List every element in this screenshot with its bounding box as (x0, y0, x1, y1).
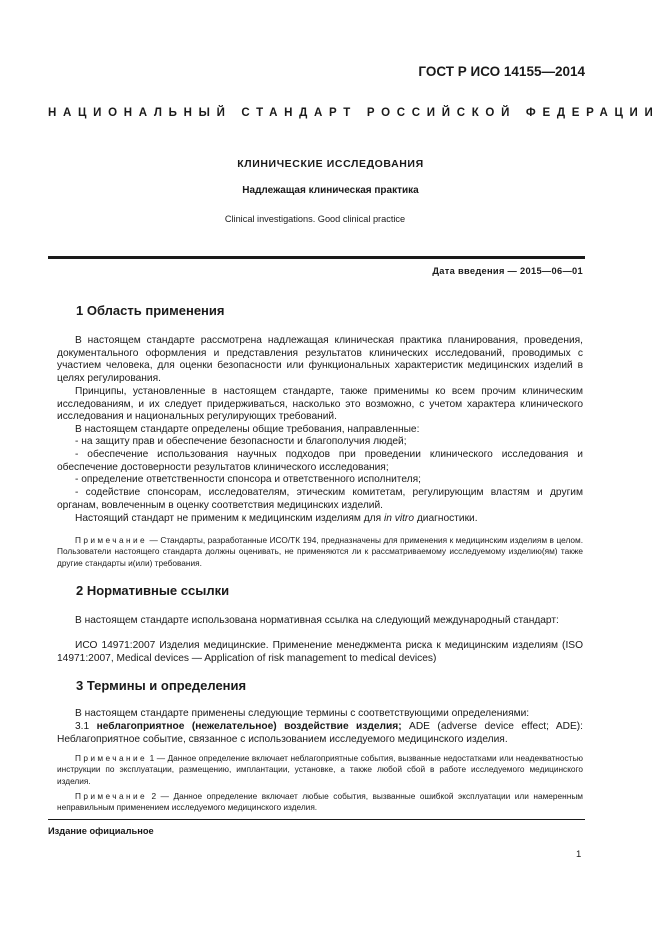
section-1-bullet-2: - обеспечение использования научных подходов при проведении клинического исследования и обеспечение достоверности результатов клинического исследования; (57, 449, 583, 473)
note-1-label: Примечание (75, 753, 148, 763)
term-number: 3.1 (75, 721, 97, 732)
term-definition: ADE (adverse device effect; ADE): Неблагоприятное событие, связанное с использованием исследуемого медицинского изделия. (57, 721, 583, 745)
section-3-note-2 (57, 791, 583, 814)
note-2-text: 2 — Данное определение включает любые события, вызванные ошибкой эксплуатации или намеренным неправильным применением исследуемого медицинского изделия. (57, 791, 583, 813)
section-3-note-1 (57, 753, 583, 787)
document-title: КЛИНИЧЕСКИЕ ИССЛЕДОВАНИЯ (237, 158, 424, 170)
term-3-1 (57, 721, 583, 746)
page-number: 1 (576, 849, 582, 860)
english-title: Clinical investigations. Good clinical practice (224, 214, 406, 224)
section-2-paragraph-1: В настоящем стандарте использована нормативная ссылка на следующий международный стандарт: (75, 615, 559, 626)
note-label: Примечание (75, 535, 148, 545)
note-text: — Стандарты, разработанные ИСО/ТК 194, предназначены для применения к медицинским изделиям в целом. Пользователи настоящего стандарта должны оценивать, не применяются ли к рассматриваемому исследуемому изделию(ям) также другие стандарты и(или) требования. (57, 535, 583, 568)
section-2-paragraph-2: ИСО 14971:2007 Изделия медицинские. Применение менеджмента риска к медицинским изделиям (ISO 14971:2007, Medical devices — Application of risk management to medical devices) (57, 640, 583, 664)
section-1-bullet-3: - определение ответственности спонсора и ответственного исполнителя; (75, 474, 421, 485)
section-1-paragraph-2: Принципы, установленные в настоящем стандарте, также применимы ко всем прочим клиническим исследованиям, и их следует придерживаться, насколько это возможно, с учетом характера клинического исследования и национальных регулирующих требований. (57, 386, 583, 423)
section-3-heading: 3 Термины и определения (76, 678, 247, 693)
section-1-paragraph-1: В настоящем стандарте рассмотрена надлежащая клиническая практика планирования, проведения, документального оформления и представления результатов клинических исследований, проводимых с участием человека, для оценки безопасности или функциональных характеристик медицинских изделий в целях регулирования. (57, 335, 583, 384)
paragraph-4-text-start: Настоящий стандарт не применим к медицинским изделиям для (75, 513, 384, 524)
section-1-paragraph-3: В настоящем стандарте определены общие требования, направленные: (75, 424, 420, 435)
paragraph-4-text-end: диагностики. (414, 513, 478, 524)
official-edition-label: Издание официальное (48, 826, 154, 836)
section-1-heading: 1 Область применения (76, 303, 225, 318)
section-1-bullet-4: - содействие спонсорам, исследователям, этическим комитетам, регулирующим властям и другим органам, вовлеченным в оценку соответствия медицинских изделий. (57, 487, 583, 511)
in-vitro-italic: in vitro (383, 513, 414, 524)
document-code: ГОСТ Р ИСО 14155—2014 (418, 64, 585, 79)
section-1-note (57, 535, 583, 569)
term-name: неблагоприятное (нежелательное) воздействие изделия; (96, 721, 402, 732)
section-2-heading: 2 Нормативные ссылки (76, 583, 230, 598)
document-subtitle: Надлежащая клиническая практика (242, 185, 419, 196)
section-1-paragraph-4 (57, 513, 583, 526)
note-1-text: 1 — Данное определение включает неблагоприятные события, вызванные недостатками или неадекватностью инструкции по эксплуатации, размещению, имплантации, установке, а также любой сбой в работе исследуемого медицинского изделия. (57, 753, 583, 786)
note-2-label: Примечание (75, 791, 148, 801)
introduction-date: Дата введения — 2015—06—01 (432, 266, 583, 276)
title-divider (48, 256, 585, 259)
footer-divider (48, 819, 585, 820)
national-standard-banner: НАЦИОНАЛЬНЫЙ СТАНДАРТ РОССИЙСКОЙ ФЕДЕРАЦИИ (48, 107, 660, 119)
section-1-bullet-1: - на защиту прав и обеспечение безопасности и благополучия людей; (75, 436, 407, 447)
section-3-paragraph-1: В настоящем стандарте применены следующие термины с соответствующими определениями: (75, 708, 530, 719)
